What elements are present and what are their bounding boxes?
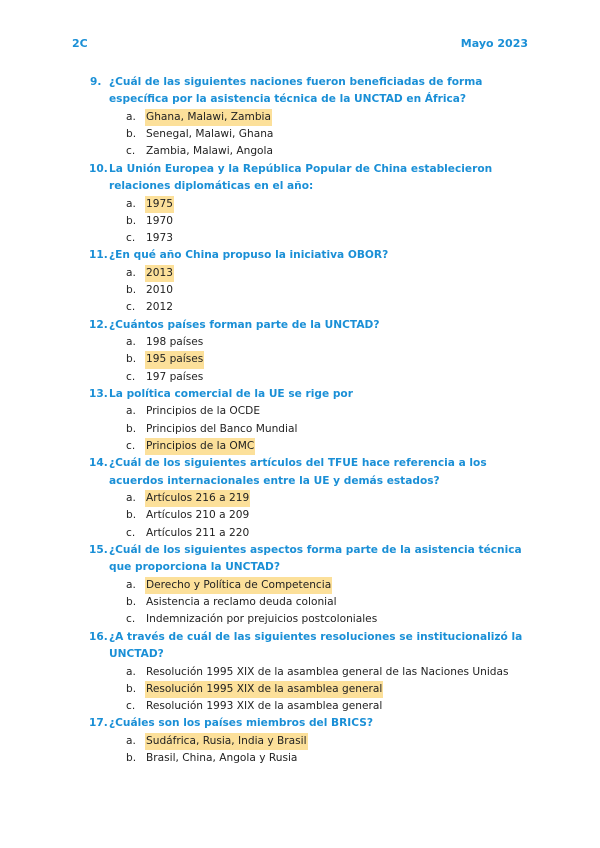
option-letter: c.	[126, 370, 136, 383]
option-letter: c.	[126, 700, 136, 713]
option-text: 1975	[145, 196, 174, 213]
question-number: 11.	[89, 249, 108, 262]
option-text: Artículos 216 a 219	[145, 490, 250, 507]
option-letter: b.	[126, 752, 137, 765]
option-text: Ghana, Malawi, Zambia	[145, 109, 272, 126]
option-letter: c.	[126, 232, 136, 245]
question-text: ¿Cuál de las siguientes naciones fueron beneficiadas de forma específica por la asistencia técnica de la UNCTAD en África?	[109, 76, 483, 106]
option-10c	[126, 230, 600, 247]
question-11	[89, 247, 524, 264]
question-number: 15.	[89, 544, 108, 556]
option-text: Indemnización por prejuicios postcoloniales	[146, 613, 378, 626]
option-9b	[126, 126, 600, 143]
option-letter: a.	[126, 110, 136, 123]
option-text: Senegal, Malawi, Ghana	[146, 128, 274, 141]
question-text: ¿Cuáles son los países miembros del BRICS?	[109, 717, 373, 730]
option-letter: a.	[126, 734, 136, 747]
option-13a	[126, 403, 600, 420]
option-letter: a.	[126, 665, 136, 678]
option-letter: b.	[126, 682, 137, 695]
question-text: ¿Cuántos países forman parte de la UNCTAD?	[109, 318, 380, 331]
option-letter: c.	[126, 301, 136, 314]
option-letter: b.	[126, 596, 137, 609]
option-14a	[126, 490, 600, 507]
option-text: Artículos 211 a 220	[146, 526, 250, 539]
option-text: 195 países	[145, 351, 204, 368]
option-text: 1973	[146, 232, 173, 245]
question-13	[89, 386, 524, 403]
option-letter: a.	[126, 266, 136, 279]
option-letter: b.	[126, 284, 137, 297]
option-14c	[126, 525, 600, 542]
option-letter: a.	[126, 492, 136, 505]
option-16c	[126, 698, 600, 715]
option-10b	[126, 213, 600, 230]
option-13c	[126, 438, 600, 455]
question-number: 14.	[89, 457, 108, 470]
option-15b	[126, 594, 600, 611]
question-text: ¿Cuál de los siguientes aspectos forma parte de la asistencia técnica que proporciona la UNCTAD?	[109, 544, 522, 574]
question-text: ¿A través de cuál de las siguientes resoluciones se institucionalizó la UNCTAD?	[109, 630, 523, 661]
option-15c	[126, 611, 600, 628]
question-12	[89, 317, 524, 334]
option-letter: b.	[126, 214, 137, 227]
option-letter: a.	[126, 336, 136, 349]
question-number: 13.	[89, 388, 108, 400]
header-course-code: 2C	[72, 37, 88, 50]
question-14	[89, 455, 524, 490]
option-letter: a.	[126, 197, 136, 210]
option-12c	[126, 369, 600, 386]
question-number: 12.	[89, 318, 108, 331]
option-15a	[126, 577, 600, 594]
option-text: Resolución 1995 XIX de la asamblea general de las Naciones Unidas	[146, 665, 509, 678]
option-17a	[126, 733, 600, 750]
question-16	[89, 629, 524, 664]
option-text: 198 países	[146, 336, 204, 349]
option-16b	[126, 681, 600, 698]
option-letter: c.	[126, 145, 136, 158]
option-letter: c.	[126, 440, 136, 452]
option-text: 2013	[145, 265, 174, 282]
option-text: Asistencia a reclamo deuda colonial	[146, 596, 337, 609]
option-text: Artículos 210 a 209	[146, 509, 250, 522]
option-11c	[126, 299, 600, 316]
option-10a	[126, 196, 600, 213]
question-10	[89, 161, 524, 196]
option-text: 2012	[146, 301, 173, 314]
option-text: Derecho y Política de Competencia	[145, 577, 332, 594]
option-11b	[126, 282, 600, 299]
option-text: 2010	[146, 284, 173, 297]
option-12a	[126, 334, 600, 351]
question-text: ¿Cuál de los siguientes artículos del TFUE hace referencia a los acuerdos internacionales entre la UE y demás estados?	[109, 457, 487, 487]
option-text: Resolución 1993 XIX de la asamblea general	[146, 700, 383, 713]
option-12b	[126, 351, 600, 368]
option-letter: a.	[126, 578, 136, 591]
option-text: 197 países	[146, 370, 204, 383]
question-9	[90, 74, 524, 109]
header-date: Mayo 2023	[460, 37, 528, 50]
option-letter: b.	[126, 509, 137, 522]
option-letter: c.	[126, 526, 136, 539]
option-text: Resolución 1995 XIX de la asamblea general	[145, 681, 383, 698]
question-list	[0, 74, 600, 767]
option-11a	[126, 265, 600, 282]
option-17b	[126, 750, 600, 767]
option-14b	[126, 507, 600, 524]
option-9c	[126, 143, 600, 160]
question-number: 17.	[89, 717, 108, 730]
question-17	[89, 715, 524, 732]
question-15	[89, 542, 524, 577]
option-9a	[126, 109, 600, 126]
option-16a	[126, 664, 600, 681]
option-text: Principios de la OCDE	[146, 405, 261, 418]
option-letter: b.	[126, 422, 137, 435]
option-text: 1970	[146, 214, 173, 227]
option-text: Zambia, Malawi, Angola	[146, 145, 273, 158]
option-text: Brasil, China, Angola y Rusia	[146, 752, 298, 765]
question-number: 16.	[89, 630, 108, 643]
option-13b	[126, 421, 600, 438]
option-letter: c.	[126, 613, 136, 626]
question-text: La política comercial de la UE se rige por	[109, 388, 353, 400]
option-letter: a.	[126, 405, 136, 418]
option-text: Sudáfrica, Rusia, India y Brasil	[145, 733, 308, 750]
question-text: ¿En qué año China propuso la iniciativa OBOR?	[109, 249, 389, 262]
question-number: 9.	[90, 76, 102, 88]
option-text: Principios del Banco Mundial	[146, 422, 298, 435]
question-number: 10.	[89, 162, 108, 175]
page-header	[72, 37, 528, 53]
option-letter: b.	[126, 128, 137, 141]
option-text: Principios de la OMC	[145, 438, 255, 455]
question-text: La Unión Europea y la República Popular de China establecieron relaciones diplomáticas en el año:	[109, 162, 493, 193]
option-letter: b.	[126, 353, 137, 366]
